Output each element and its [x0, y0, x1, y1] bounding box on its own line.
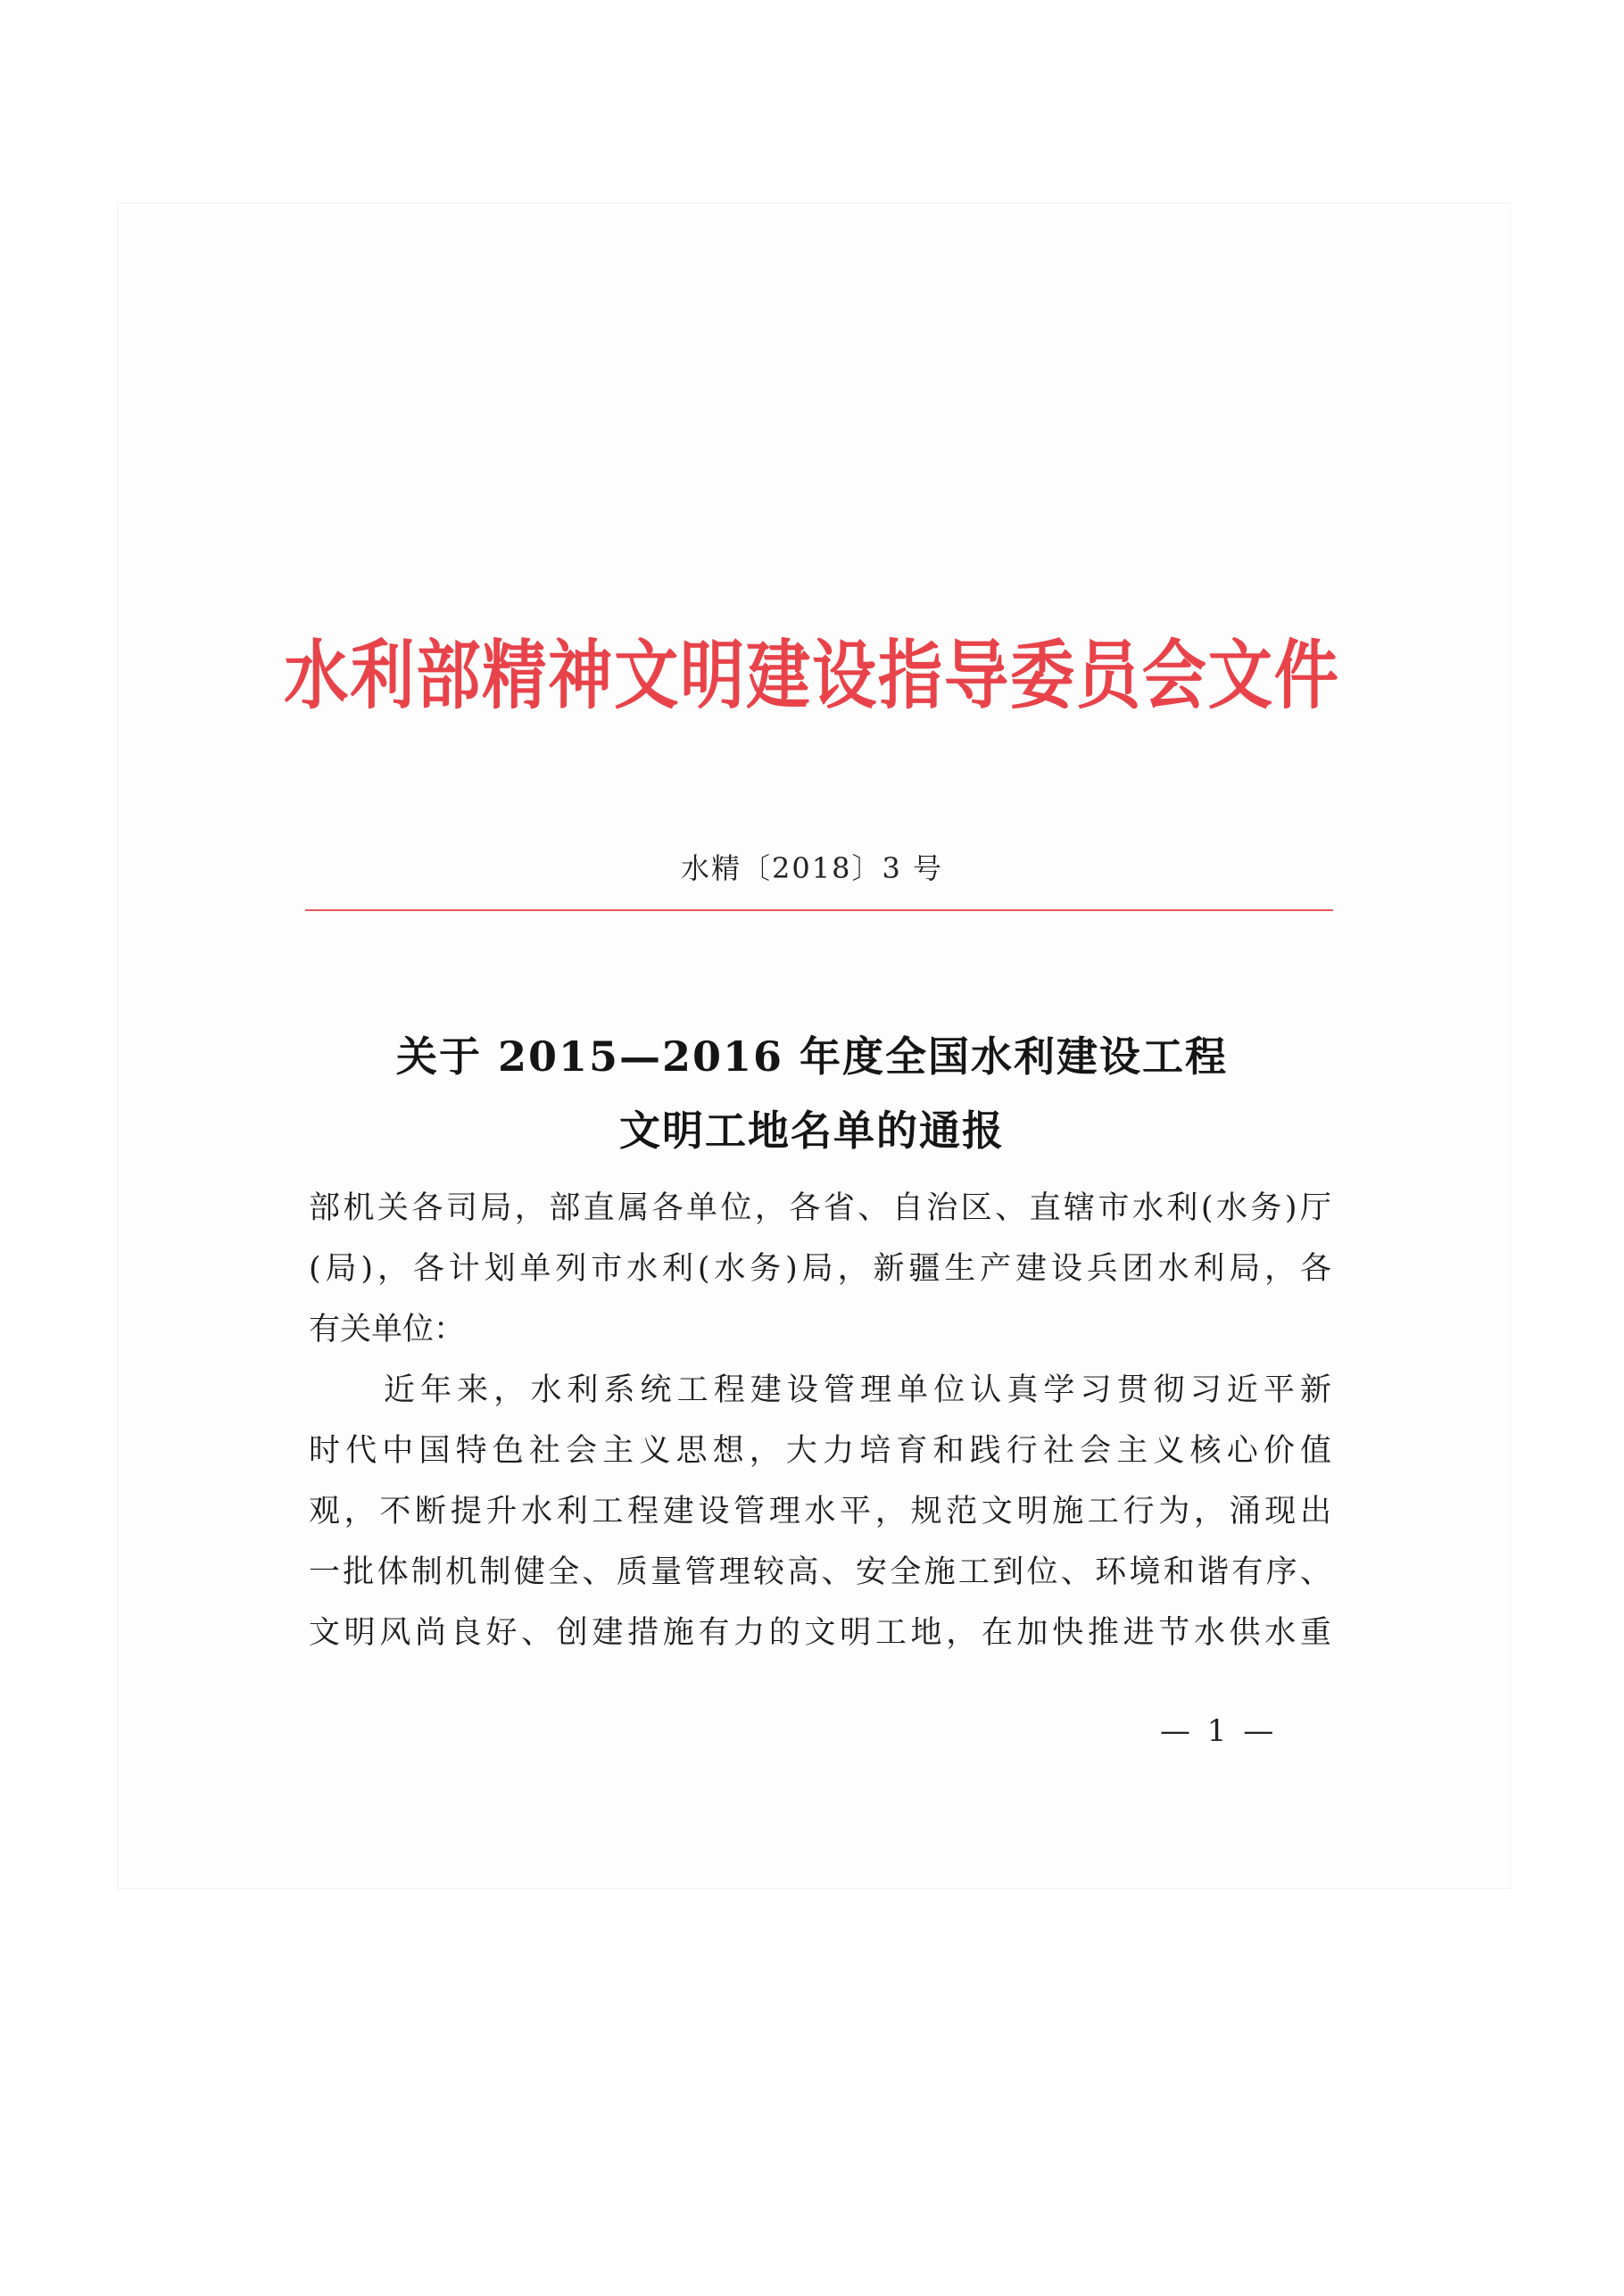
- document-issuer-header: 水利部精神文明建设指导委员会文件: [284, 632, 1340, 719]
- addressee-line: 部机关各司局，部直属各单位，各省、自治区、直辖市水利(水务)厅: [309, 1190, 1331, 1226]
- body-line: 一批体制机制健全、质量管理较高、安全施工到位、环境和谐有序、: [309, 1554, 1331, 1590]
- document-number: 水精〔2018〕3 号: [681, 851, 943, 885]
- body-paragraph: [309, 1360, 1331, 1663]
- body-line: 文明风尚良好、创建措施有力的文明工地，在加快推进节水供水重: [309, 1615, 1331, 1651]
- body-line: 近年来，水利系统工程建设管理单位认真学习贯彻习近平新: [384, 1372, 1331, 1408]
- document-title-line-1: 关于 2015—2016 年度全国水利建设工程: [395, 1032, 1229, 1081]
- addressee-block: [309, 1178, 1331, 1360]
- addressee-line: 有关单位：: [309, 1312, 466, 1347]
- addressee-line: (局)，各计划单列市水利(水务)局，新疆生产建设兵团水利局，各: [309, 1251, 1331, 1287]
- page-number: — 1 —: [1160, 1713, 1278, 1749]
- body-line: 时代中国特色社会主义思想，大力培育和践行社会主义核心价值: [309, 1433, 1331, 1469]
- red-divider-line: [305, 909, 1333, 911]
- body-line: 观，不断提升水利工程建设管理水平，规范文明施工行为，涌现出: [309, 1494, 1331, 1529]
- document-title-line-2: 文明工地名单的通报: [619, 1107, 1005, 1155]
